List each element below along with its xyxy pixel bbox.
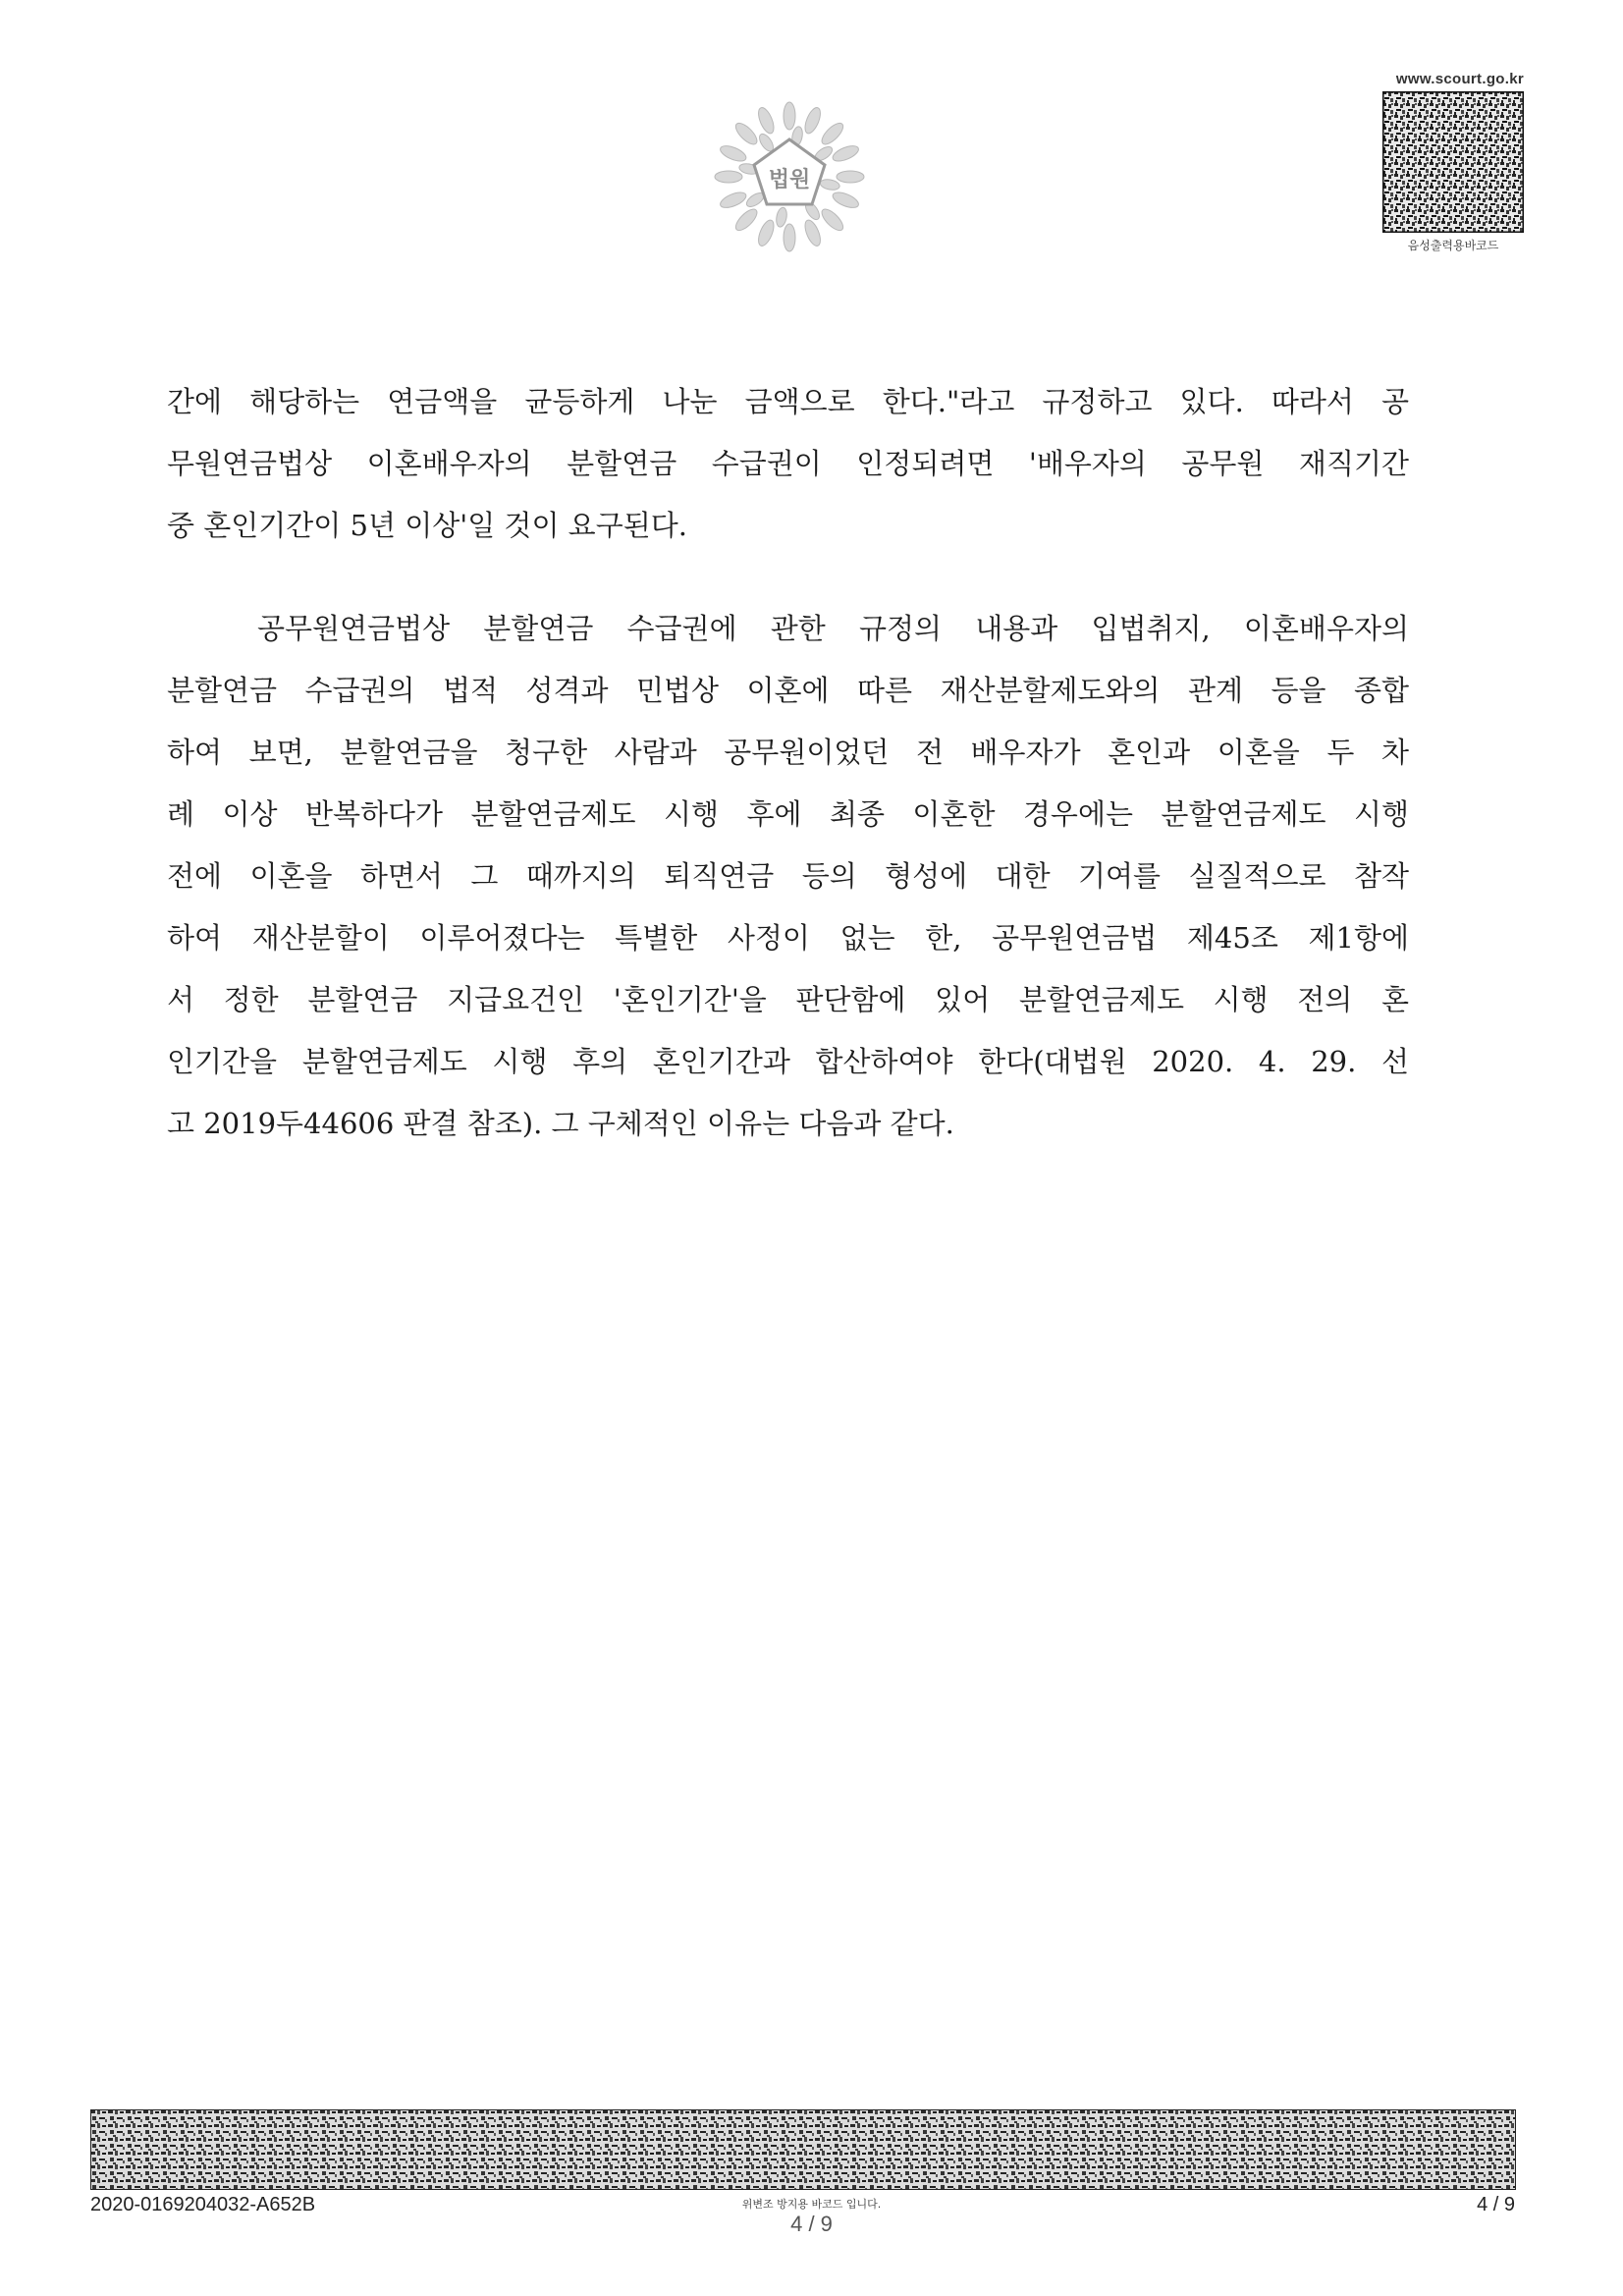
page-number: 4 / 9 <box>1477 2194 1515 2215</box>
document-id: 2020-0169204032-A652B <box>90 2194 316 2215</box>
audio-barcode-icon <box>1382 91 1524 233</box>
body-line: 례 이상 반복하다가 분할연금제도 시행 후에 최종 이혼한 경우에는 분할연금제도 시행 <box>167 797 1409 831</box>
body-line: 하여 보면, 분할연금을 청구한 사람과 공무원이었던 전 배우자가 혼인과 이혼을 두 차 <box>167 736 1409 769</box>
body-line: 무원연금법상 이혼배우자의 분할연금 수급권이 인정되려면 '배우자의 공무원 재직기간 <box>167 447 1409 480</box>
barcode-note: 위변조 방지용 바코드 입니다. <box>741 2198 882 2211</box>
body-line: 중 혼인기간이 5년 이상'일 것이 요구된다. <box>167 509 687 542</box>
paragraph-first-line: 공무원연금법상 분할연금 수급권에 관한 규정의 내용과 입법취지, 이혼배우자의 <box>257 612 1409 645</box>
court-seal-icon <box>709 96 870 257</box>
body-line: 고 2019두44606 판결 참조). 그 구체적인 이유는 다음과 같다. <box>167 1107 954 1140</box>
audio-barcode-caption: 음성출력용바코드 <box>1407 239 1499 252</box>
body-line: 인기간을 분할연금제도 시행 후의 혼인기간과 합산하여야 한다(대법원 2020. 4. 29. 선 <box>167 1045 1409 1078</box>
body-line: 하여 재산분할이 이루어졌다는 특별한 사정이 없는 한, 공무원연금법 제45조 제1항에 <box>167 921 1409 955</box>
body-line: 전에 이혼을 하면서 그 때까지의 퇴직연금 등의 형성에 대한 기여를 실질적으로 참작 <box>167 859 1409 893</box>
seal-lettering: 법원 <box>768 168 811 192</box>
audio-barcode-block <box>1382 71 1524 253</box>
body-line: 분할연금 수급권의 법적 성격과 민법상 이혼에 따른 재산분할제도와의 관계 등을 종합 <box>167 674 1409 707</box>
page-number-center: 4 / 9 <box>790 2212 833 2236</box>
court-url: www.scourt.go.kr <box>1395 71 1524 87</box>
anti-forgery-barcode-icon <box>90 2109 1516 2190</box>
document-body <box>167 371 1409 1155</box>
body-line: 서 정한 분할연금 지급요건인 '혼인기간'을 판단함에 있어 분할연금제도 시행 전의 혼 <box>167 983 1409 1016</box>
body-line: 간에 해당하는 연금액을 균등하게 나눈 금액으로 한다."라고 규정하고 있다. 따라서 공 <box>167 385 1409 418</box>
